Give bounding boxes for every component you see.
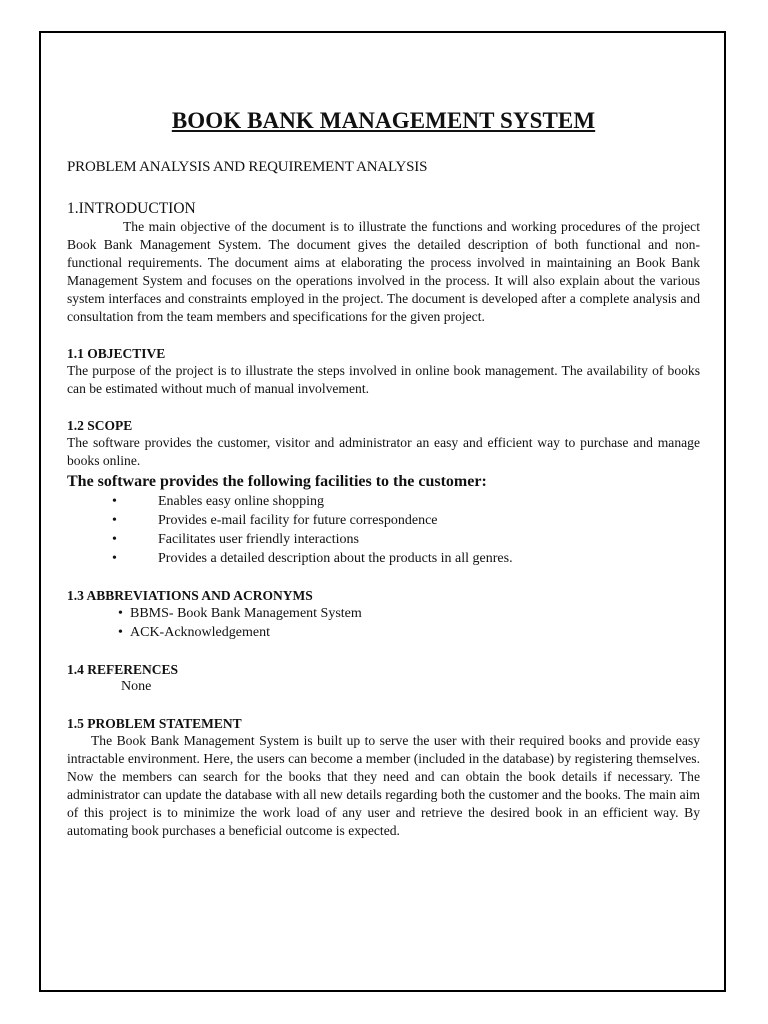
scope-heading: 1.2 SCOPE <box>67 417 133 433</box>
scope-paragraph: The software provides the customer, visitor and administrator an easy and efficient way to purchase and manage books online. <box>67 434 700 468</box>
problem-statement-heading: 1.5 PROBLEM STATEMENT <box>67 715 242 731</box>
document-title: BOOK BANK MANAGEMENT SYSTEM <box>171 108 596 133</box>
bullet-icon: • <box>118 624 123 640</box>
list-item: • Enables easy online shopping <box>112 493 325 509</box>
introduction-heading: 1.INTRODUCTION <box>67 200 196 217</box>
list-item: • Facilitates user friendly interactions <box>112 531 359 547</box>
abbreviations-heading: 1.3 ABBREVIATIONS AND ACRONYMS <box>67 587 313 603</box>
introduction-paragraph: The main objective of the document is to illustrate the functions and working procedures of the project Book Bank Management System. The document gives the detailed description of both functional and non-functional requirements. The document aims at elaborating the process involved in maintaining an Book Bank Management System and focuses on the operations involved in the process. It will also explain about the various system interfaces and constraints employed in the project. The document is developed after a complete analysis and consultation from the team members and specifications for the given project. <box>67 219 700 325</box>
document-body <box>67 106 700 841</box>
objective-heading: 1.1 OBJECTIVE <box>67 345 166 361</box>
list-item: • BBMS- Book Bank Management System <box>118 605 362 621</box>
list-item: • ACK-Acknowledgement <box>118 624 270 640</box>
references-heading: 1.4 REFERENCES <box>67 661 179 677</box>
objective-paragraph: The purpose of the project is to illustrate the steps involved in online book management. The availability of books can be estimated without much of manual involvement. <box>67 362 700 396</box>
document-subtitle: PROBLEM ANALYSIS AND REQUIREMENT ANALYSIS <box>67 159 428 175</box>
references-value: None <box>121 678 152 694</box>
facilities-heading: The software provides the following facilities to the customer: <box>67 472 487 490</box>
problem-statement-paragraph: The Book Bank Management System is built up to serve the user with their required books and provide easy intractable environment. Here, the users can become a member (included in the database) by registering themselves. Now the members can search for the books that they need and can obtain the book details if necessary. The administrator can update the database with all new details regarding both the customer and the books. The main aim of this project is to minimize the work load of any user and retrieve the desired book in an efficient way. By automating book purchases a beneficial outcome is expected. <box>67 732 700 839</box>
bullet-icon: • <box>112 550 117 566</box>
bullet-icon: • <box>112 512 117 528</box>
bullet-icon: • <box>112 531 117 547</box>
list-item: • Provides e-mail facility for future correspondence <box>112 512 438 528</box>
list-item: • Provides a detailed description about the products in all genres. <box>112 550 513 566</box>
bullet-icon: • <box>112 493 117 509</box>
abbreviations-list <box>67 604 700 642</box>
bullet-icon: • <box>118 605 123 621</box>
facilities-list <box>67 492 700 568</box>
